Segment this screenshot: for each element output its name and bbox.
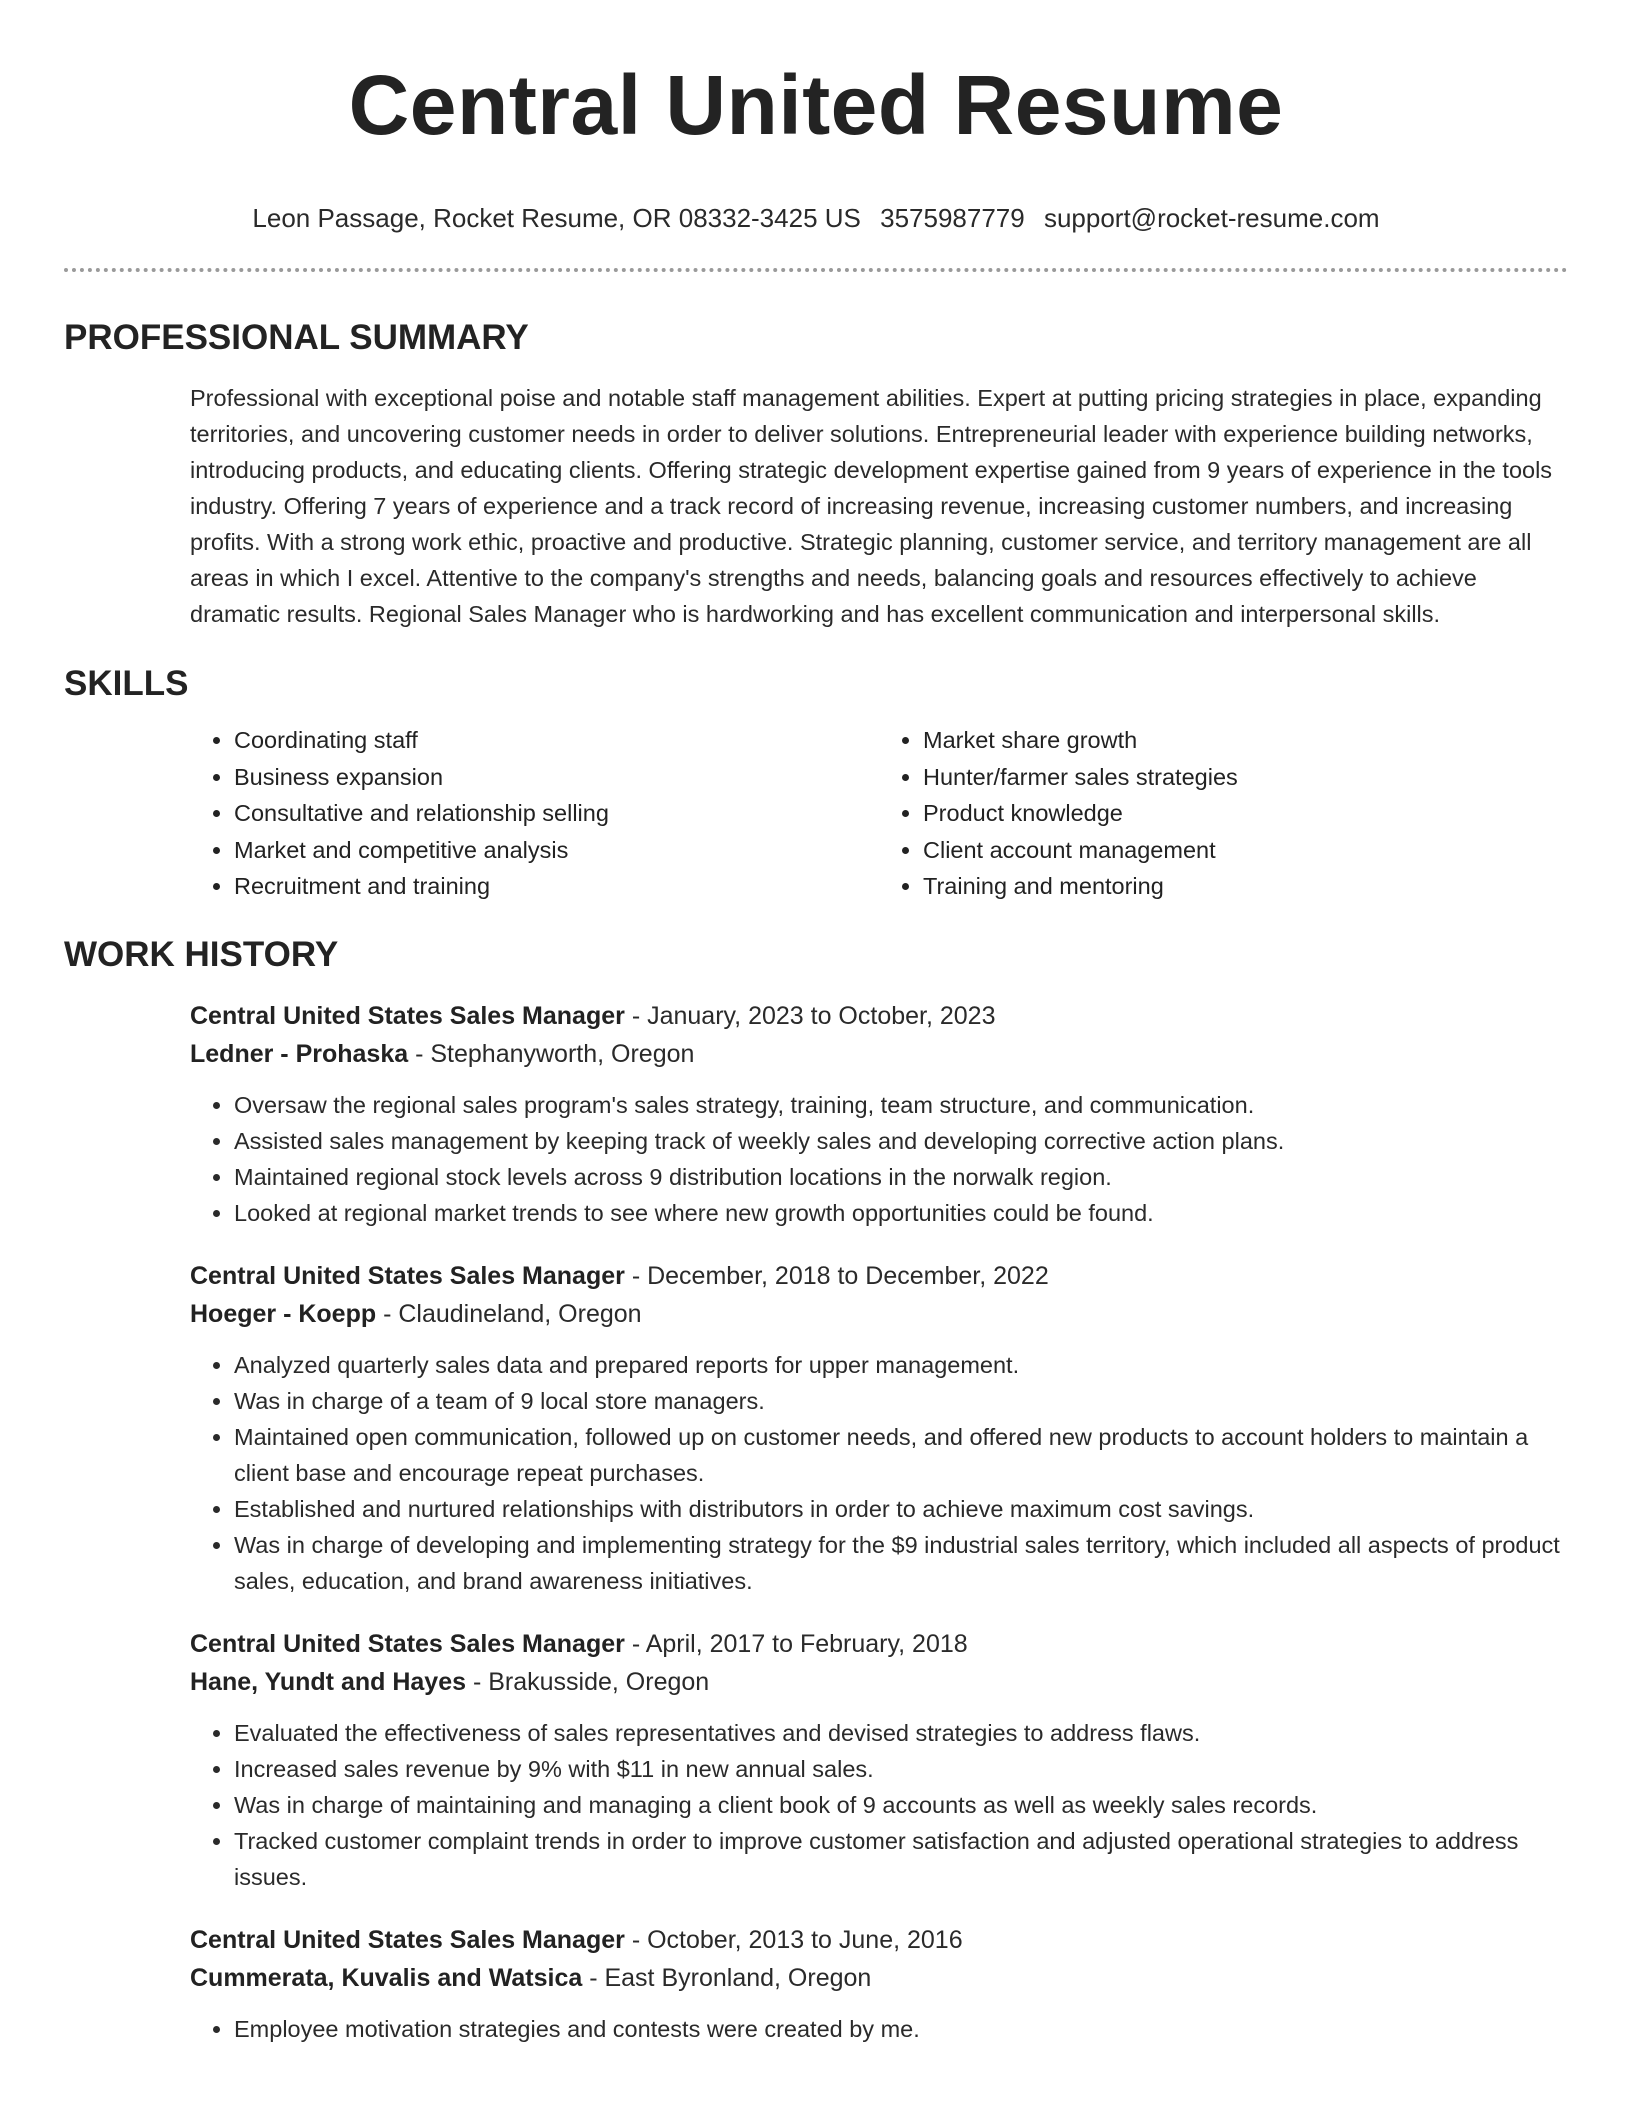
job-entry bbox=[190, 997, 1568, 1231]
skill-item: • Recruitment and training bbox=[234, 868, 879, 905]
job-title: Central United States Sales Manager bbox=[190, 1001, 625, 1030]
job-bullet: • Maintained regional stock levels across 9 distribution locations in the norwalk region. bbox=[234, 1159, 1568, 1195]
skills-column-right bbox=[879, 722, 1568, 905]
job-title: Central United States Sales Manager bbox=[190, 1629, 625, 1658]
skill-item: • Training and mentoring bbox=[923, 868, 1568, 905]
skill-item: • Market and competitive analysis bbox=[234, 832, 879, 869]
summary-text: Professional with exceptional poise and notable staff management abilities. Expert at putting pricing strategies in place, expanding territories, and uncovering customer needs in order to deliver solutions. Entrepreneurial leader with experience building networks, introducing products, and educating clients. Offering strategic development expertise gained from 9 years of experience in the tools industry. Offering 7 years of experience and a track record of increasing revenue, increasing customer numbers, and increasing profits. With a strong work ethic, proactive and productive. Strategic planning, customer service, and territory management are all areas in which I excel. Attentive to the company's strengths and needs, balancing goals and resources effectively to achieve dramatic results. Regional Sales Manager who is hardworking and has excellent communication and interpersonal skills. bbox=[190, 385, 1553, 627]
job-bullets bbox=[190, 2011, 1568, 2047]
summary-heading: PROFESSIONAL SUMMARY bbox=[64, 318, 529, 357]
job-bullet: • Oversaw the regional sales program's sales strategy, training, team structure, and communication. bbox=[234, 1087, 1568, 1123]
job-bullet: • Analyzed quarterly sales data and prepared reports for upper management. bbox=[234, 1347, 1568, 1383]
job-bullet: • Maintained open communication, followed up on customer needs, and offered new products to account holders to maintain a client base and encourage repeat purchases. bbox=[234, 1419, 1568, 1491]
job-bullets bbox=[190, 1087, 1568, 1231]
skills-section bbox=[64, 662, 1568, 905]
job-entry bbox=[190, 1921, 1568, 2047]
job-bullet: • Was in charge of a team of 9 local store managers. bbox=[234, 1383, 1568, 1419]
job-company-line bbox=[190, 1959, 1568, 1997]
job-company: Hoeger - Koepp bbox=[190, 1299, 377, 1328]
job-bullets bbox=[190, 1347, 1568, 1599]
contact-phone: 3575987779 bbox=[880, 203, 1025, 233]
job-location: - Brakusside, Oregon bbox=[466, 1667, 710, 1696]
job-bullets bbox=[190, 1715, 1568, 1895]
header-divider bbox=[64, 268, 1568, 272]
job-bullet: • Increased sales revenue by 9% with $11 in new annual sales. bbox=[234, 1751, 1568, 1787]
job-dates: - April, 2017 to February, 2018 bbox=[624, 1629, 968, 1658]
job-title-line bbox=[190, 1625, 1568, 1663]
job-bullet: • Employee motivation strategies and contests were created by me. bbox=[234, 2011, 1568, 2047]
job-location: - East Byronland, Oregon bbox=[582, 1963, 872, 1992]
job-entry bbox=[190, 1625, 1568, 1895]
job-bullet: • Assisted sales management by keeping track of weekly sales and developing corrective action plans. bbox=[234, 1123, 1568, 1159]
skill-item: • Coordinating staff bbox=[234, 722, 879, 759]
skill-item: • Client account management bbox=[923, 832, 1568, 869]
skill-item: • Consultative and relationship selling bbox=[234, 795, 879, 832]
job-location: - Claudineland, Oregon bbox=[376, 1299, 642, 1328]
job-title-line bbox=[190, 997, 1568, 1035]
skill-item: • Market share growth bbox=[923, 722, 1568, 759]
skill-item: • Product knowledge bbox=[923, 795, 1568, 832]
contact-address: Leon Passage, Rocket Resume, OR 08332-3425 US bbox=[252, 203, 861, 233]
job-dates: - October, 2013 to June, 2016 bbox=[624, 1925, 963, 1954]
job-company-line bbox=[190, 1663, 1568, 1701]
job-bullet: • Tracked customer complaint trends in order to improve customer satisfaction and adjusted operational strategies to address issues. bbox=[234, 1823, 1568, 1895]
skills-column-left bbox=[190, 722, 879, 905]
job-bullet: • Established and nurtured relationships with distributors in order to achieve maximum cost savings. bbox=[234, 1491, 1568, 1527]
skills-heading: SKILLS bbox=[64, 664, 189, 703]
job-bullet: • Evaluated the effectiveness of sales representatives and devised strategies to address flaws. bbox=[234, 1715, 1568, 1751]
job-company-line bbox=[190, 1035, 1568, 1073]
skills-list bbox=[190, 722, 1568, 905]
contact-email: support@rocket-resume.com bbox=[1043, 203, 1380, 233]
job-bullet: • Looked at regional market trends to see where new growth opportunities could be found. bbox=[234, 1195, 1568, 1231]
skill-item: • Business expansion bbox=[234, 759, 879, 796]
job-entry bbox=[190, 1257, 1568, 1599]
job-title: Central United States Sales Manager bbox=[190, 1261, 625, 1290]
job-bullet: • Was in charge of maintaining and managing a client book of 9 accounts as well as weekly sales records. bbox=[234, 1787, 1568, 1823]
job-location: - Stephanyworth, Oregon bbox=[408, 1039, 695, 1068]
job-dates: - January, 2023 to October, 2023 bbox=[624, 1001, 996, 1030]
summary-section bbox=[64, 316, 1568, 632]
skill-item: • Hunter/farmer sales strategies bbox=[923, 759, 1568, 796]
job-dates: - December, 2018 to December, 2022 bbox=[624, 1261, 1049, 1290]
job-company-line bbox=[190, 1295, 1568, 1333]
contact-line bbox=[0, 202, 1632, 234]
work-history-heading: WORK HISTORY bbox=[64, 934, 339, 974]
job-bullet: • Was in charge of developing and implementing strategy for the $9 industrial sales territory, which included all aspects of product sales, education, and brand awareness initiatives. bbox=[234, 1527, 1568, 1599]
job-company: Ledner - Prohaska bbox=[190, 1039, 409, 1068]
job-title: Central United States Sales Manager bbox=[190, 1925, 625, 1954]
job-company: Hane, Yundt and Hayes bbox=[190, 1667, 467, 1696]
job-title-line bbox=[190, 1921, 1568, 1959]
job-title-line bbox=[190, 1257, 1568, 1295]
resume-name: Central United Resume bbox=[348, 58, 1284, 152]
work-history-section bbox=[64, 933, 1568, 2047]
job-company: Cummerata, Kuvalis and Watsica bbox=[190, 1963, 583, 1992]
